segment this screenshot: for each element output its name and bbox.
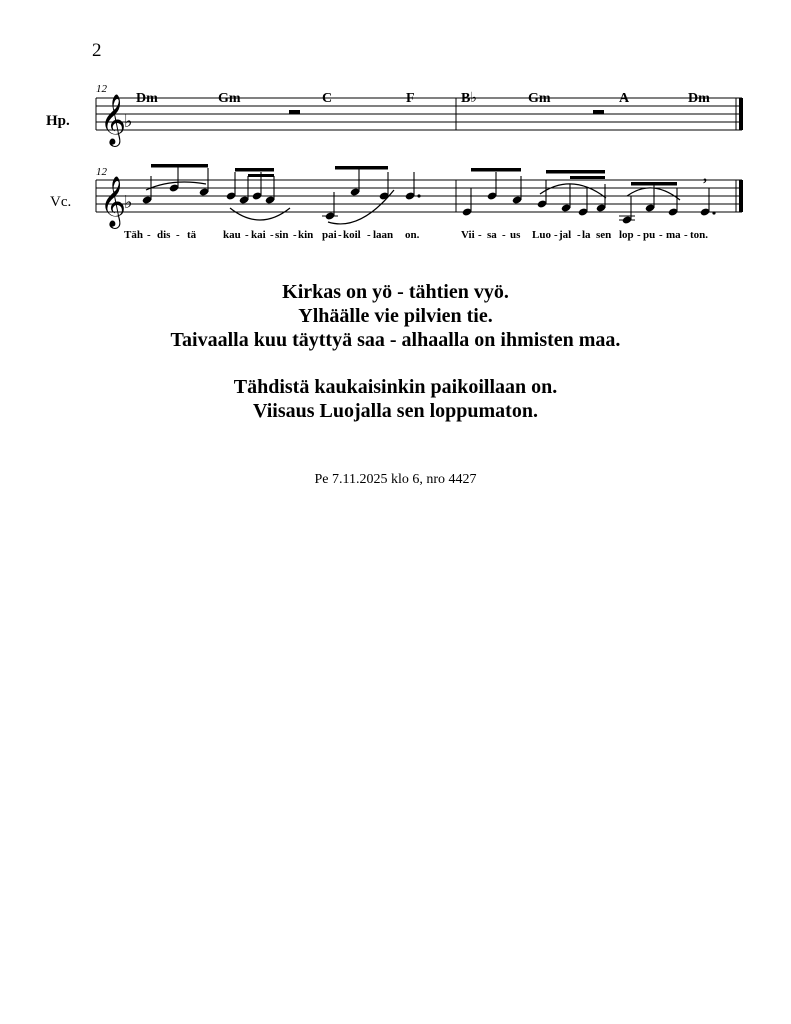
lyric-hyphen: -	[659, 229, 663, 241]
lyric-syllable: Täh	[124, 229, 143, 241]
lyric-syllable: lop	[619, 229, 634, 241]
lyric-syllable: pai	[322, 229, 337, 241]
augmentation-dot	[417, 194, 420, 197]
beam	[151, 164, 208, 168]
chord-symbol: Dm	[688, 91, 710, 106]
harp-staff	[96, 98, 743, 130]
lyric-syllable: Luo	[532, 229, 551, 241]
lyric-syllable: us	[510, 229, 521, 241]
secondary-beam	[570, 176, 605, 179]
treble-clef-voice: 𝄞	[100, 177, 127, 226]
chord-symbol: C	[322, 91, 333, 106]
voice-notes	[142, 164, 710, 225]
lyric-syllable: pu	[643, 229, 656, 241]
key-flat-voice: ♭	[124, 192, 133, 212]
lyric-syllable: sa	[487, 229, 497, 241]
music-score	[0, 0, 791, 250]
beam	[631, 182, 677, 186]
verse-line: Ylhäälle vie pilvien tie.	[298, 305, 493, 327]
lyric-hyphen: -	[338, 229, 342, 241]
lyric-syllable: on.	[405, 229, 420, 241]
lyric-syllable: tä	[187, 229, 197, 241]
lyric-syllable: koil	[343, 229, 361, 241]
lyric-syllable: sin	[275, 229, 289, 241]
chord-symbol: A	[619, 91, 630, 106]
whole-rest	[289, 110, 300, 114]
verse-line: Viisaus Luojalla sen loppumaton.	[253, 400, 538, 422]
barline-final-thick	[739, 98, 743, 130]
lyric-hyphen: -	[245, 229, 249, 241]
augmentation-dot	[712, 211, 715, 214]
beam	[335, 166, 388, 170]
verse-line: Taivaalla kuu täyttyä saa - alhaalla on ihmisten maa.	[170, 329, 621, 351]
beam	[546, 170, 605, 174]
chord-symbol: Gm	[218, 91, 241, 106]
measure-number-voice: 12	[96, 166, 107, 178]
lyric-hyphen: -	[367, 229, 371, 241]
lyric-syllable: jal	[559, 229, 572, 241]
lyric-hyphen: -	[147, 229, 151, 241]
verse-2	[0, 375, 791, 423]
treble-clef-harp: 𝄞	[100, 95, 127, 144]
measure-number-harp: 12	[96, 83, 107, 95]
lyric-syllable: laan	[373, 229, 394, 241]
lyric-hyphen: -	[684, 229, 688, 241]
lyric-syllable: ton.	[690, 229, 709, 241]
lyric-syllable: kai	[251, 229, 266, 241]
lyric-hyphen: -	[270, 229, 274, 241]
barline-final-thick	[739, 180, 743, 212]
chord-symbol: Gm	[528, 91, 551, 106]
lyric-syllable: la	[582, 229, 591, 241]
beam	[471, 168, 521, 172]
slur	[230, 208, 290, 220]
lyric-hyphen: -	[293, 229, 297, 241]
verse-line: Kirkas on yö - tähtien vyö.	[282, 281, 509, 303]
lyric-syllable: dis	[157, 229, 171, 241]
part-label-voice: Vc.	[50, 194, 72, 210]
lyric-hyphen: -	[176, 229, 180, 241]
lyric-hyphen: -	[577, 229, 581, 241]
whole-rest	[593, 110, 604, 114]
secondary-beam	[248, 174, 274, 177]
lyric-syllable: kin	[298, 229, 314, 241]
lyric-hyphen: -	[478, 229, 482, 241]
verse-1	[0, 280, 791, 352]
lyric-syllable: ma	[666, 229, 681, 241]
lyric-hyphen: -	[637, 229, 641, 241]
beam	[235, 168, 274, 172]
date-note: Pe 7.11.2025 klo 6, nro 4427	[314, 472, 477, 487]
chord-symbol: F	[406, 91, 415, 106]
lyric-hyphen: -	[502, 229, 506, 241]
part-label-harp: Hp.	[46, 113, 70, 129]
page-number: 2	[92, 40, 102, 61]
breath-mark: ,	[703, 168, 707, 185]
lyric-syllable: kau	[223, 229, 241, 241]
key-flat-harp: ♭	[124, 111, 133, 131]
lyric-syllable: sen	[596, 229, 612, 241]
lyric-syllable: Vii	[461, 229, 475, 241]
chord-symbol: Dm	[136, 91, 158, 106]
verse-line: Tähdistä kaukaisinkin paikoillaan on.	[233, 376, 558, 398]
lyric-hyphen: -	[554, 229, 558, 241]
chord-symbol: B♭	[461, 91, 477, 106]
